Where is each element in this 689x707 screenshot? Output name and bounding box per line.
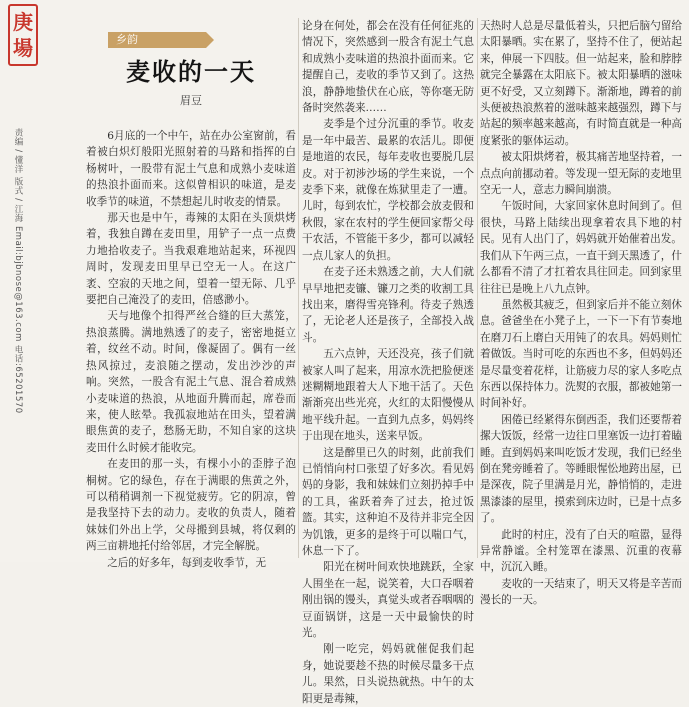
paragraph: 五六点钟，天还没亮，孩子们就被家人叫了起来，用凉水洗把脸便迷迷糊糊地跟着大人下地干活了。天色渐渐亮出些光亮，火红的太阳慢慢从地平线升起。一直到九点多，妈妈终于出现在地头，送来早饭。 xyxy=(302,348,474,443)
masthead-seal xyxy=(8,4,38,66)
paragraph: 麦季是个过分沉重的季节。收麦是一年中最苦、最累的农活儿。即便是地道的农民，每年麦收也要脱几层皮。对于初涉沙场的学生来说，一个麦季下来，就像在炼狱里走了一遭。儿时，每到农忙，学校都会放麦假和秋假，家在农村的学生便回家帮父母干农活，不管能干多少，都可以减轻一点儿家人的负担。 xyxy=(302,118,474,262)
article-author: 眉豆 xyxy=(180,94,202,107)
paragraph: 麦收的一天结束了，明天又将是辛苦而漫长的一天。 xyxy=(480,577,682,607)
paragraph: 天热时人总是尽量低着头，只把后脑勺留给太阳暴晒。实在累了，坚持不住了，便站起来，伸展一下四肢。但一站起来，脸和脖脖就完全暴露在太阳底下。被太阳暴晒的滋味更不好受，又立刻蹲下。渐渐地，蹲着的前头便被热浪熬着的滋味越来越强烈，蹲下与站起的频率越来越高，有时简直就是一种高度紧张的躯体运动。 xyxy=(480,20,682,147)
paragraph: 在麦子还未熟透之前，大人们就早早地把麦镰、镰刀之类的收割工具找出来，磨得雪亮锋利。待麦子熟透了，无论老人还是孩子，全部投入战斗。 xyxy=(302,266,474,344)
paragraph: 6月底的一个中午，站在办公室窗前，看着被白炽灯般阳光照射着的马路和指挥的白杨树叶，一股带有泥土气息和成熟小麦味道的热浪扑面而来。这似曾相识的味道，是麦收季节的味道，不禁想起儿时收麦的情景。 xyxy=(86,130,296,208)
seal-char-1: 庚 xyxy=(13,10,33,34)
article-title: 麦收的一天 xyxy=(126,57,256,86)
paragraph: 被太阳烘烤着，极其痛苦地坚持着，一点点向前挪动着。等发现一望无际的麦地里空无一人，意志力瞬间崩溃。 xyxy=(480,151,682,197)
paragraph: 这是醉里已久的时刻，此前我们已悄悄向村口张望了好多次。看见妈妈的身影，我和妹妹们立刻扔掉手中的工具，雀跃着奔了过去，抢过饭篮。其实，这种迫不及待并非完全因为饥饿，更多的是终于可以喘口气，休息一下了。 xyxy=(302,446,474,557)
paragraph: 天与地像个扣得严丝合缝的巨大蒸笼，热浪蒸腾。满地熟透了的麦子，密密地挺立着，纹丝不动。时间，像凝固了。偶有一丝热风掠过，麦浪随之摆动，发出沙沙的声响。突然，一股含有泥土气息、混合着成熟小麦味道的热浪，从地面升腾而起，席卷而来，使人眩晕。我孤寂地站在田头，望着满眼焦黄的麦子，愁肠无助，不知自家的这块麦田什么时候才能收完。 xyxy=(86,310,296,454)
article-column-2 xyxy=(302,18,474,705)
article-column-1 xyxy=(86,128,296,569)
column-divider xyxy=(477,18,478,558)
paragraph: 之后的好多年，每到麦收季节，无 xyxy=(107,556,267,569)
section-tag: 乡韵 xyxy=(108,32,206,48)
paragraph: 在麦田的那一头，有棵小小的歪脖子泡桐树。它的绿色，存在于满眼的焦黄之外，可以稍稍调剂一下视觉疲劳。它的阴凉，曾是我坚持下去的动力。麦收的负责人，随着妹妹们外出上学，父母搬到县城，将仅剩的两三亩耕地托付给邻居，才完全解脱。 xyxy=(86,458,296,553)
paragraph: 虽然极其疲乏，但到家后并不能立刻休息。爸爸坐在小凳子上，一下一下有节奏地在磨刀石上磨白天用钝了的农具。妈妈则忙着做饭。当时可吃的东西也不多，但妈妈还是尽量变着花样，让筋疲力尽的家人多吃点东西以保持体力。洗熨的衣服，都被她第一时间补好。 xyxy=(480,298,682,410)
column-divider xyxy=(298,18,299,558)
paragraph: 那天也是中午，毒辣的太阳在头顶烘烤着，我独自蹲在麦田里，用铲子一点一点费力地拾收麦子。当我艰难地站起来，环视四周时，发现麦田里早已空无一人。在这广袤、空寂的天地之间，望着一望无际、几乎要把自己淹没了的麦田，倍感渺小。 xyxy=(86,212,296,307)
paragraph: 午饭时间，大家回家休息时间到了。但很快，马路上陆续出现拿着农具下地的村民。见有人出门了，妈妈就开始催着出发。我们从下午两三点，一直干到天黑透了，什么都看不清了才扛着农具往回走。回到家里往往已是晚上八九点钟。 xyxy=(480,200,682,295)
paragraph: 此时的村庄，没有了白天的喧嚣，显得异常静谧。全村笼罩在漆黑、沉重的夜幕中，沉沉入睡。 xyxy=(480,528,682,574)
paragraph: 刚一吃完，妈妈就催促我们起身，她说要趁不热的时候尽量多干点儿。果然，日头说热就热。中午的太阳更是毒辣， xyxy=(302,643,474,705)
editor-credits: 责编 / 懂洋 版式 / 江海 Email:bjbnose@163.com 电话:65201570 xyxy=(13,128,23,414)
seal-char-2: 場 xyxy=(13,36,33,60)
paragraph: 论身在何处，都会在没有任何征兆的情况下，突然感到一股含有泥土气息和成熟小麦味道的热浪扑面而来。它提醒自己，麦收的季节又到了。这热浪，静静地蛰伏在心底，等你毫无防备时突然袭来…… xyxy=(302,20,474,115)
article-column-3 xyxy=(480,18,682,607)
paragraph: 困倦已经紧得东倒西歪，我们还要帮着摞大饭饭，经常一边往口里塞饭一边打着瞌睡。直到妈妈来叫吃饭才发现，我们已经坐倒在凳旁睡着了。等睡眼惺忪地跨出屋，已是深夜，院子里满是月光，静悄悄的，走进黑漆漆的屋里，摸索到床边时，已是十点多了。 xyxy=(480,413,682,525)
paragraph: 阳光在树叶间欢快地跳跃，全家人围坐在一起，说笑着，大口吞咽着刚出锅的馒头，真觉头或者吞咽咽的豆面锅饼，这是一天中最愉快的时光。 xyxy=(302,561,474,640)
